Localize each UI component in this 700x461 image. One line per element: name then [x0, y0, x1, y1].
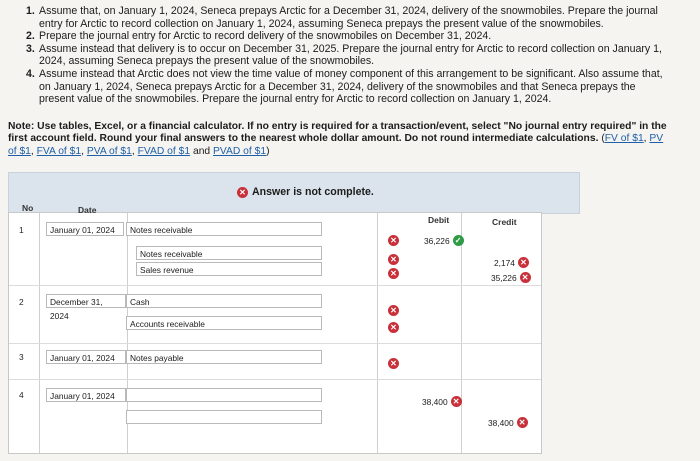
incorrect-icon: ✕ — [388, 322, 399, 333]
incorrect-icon: ✕ — [237, 187, 248, 198]
incorrect-icon: ✕ — [388, 268, 399, 279]
instruction-text: Assume instead that delivery is to occur on December 31, 2025. Prepare the journal entry for Arctic to record collection on January 1, 2024, assuming Seneca prepays the present value of the snowmobiles. — [39, 42, 662, 68]
credit-input[interactable] — [488, 417, 528, 428]
debit-value: 38,400 — [422, 396, 448, 407]
account-select[interactable] — [126, 388, 322, 402]
account-select[interactable] — [126, 410, 322, 424]
account-select[interactable]: Notes receivable — [126, 222, 322, 236]
debit-input[interactable] — [422, 396, 462, 407]
answer-status — [237, 186, 374, 198]
account-select[interactable]: Sales revenue — [136, 262, 322, 276]
instruction-number: 2. — [26, 30, 35, 43]
note-text: Note: Use tables, Excel, or a financial calculator. If no entry is required for a transaction/event, select "No journal entry required" in the first account field. Round your final answers to the nearest whole dollar amount. Do not round intermediate calculations. — [8, 121, 667, 145]
instruction-3 — [26, 43, 666, 68]
credit-value: 35,226 — [491, 272, 517, 283]
credit-input[interactable] — [491, 272, 531, 283]
instruction-1 — [26, 5, 666, 30]
instruction-text: Assume instead that Arctic does not view the time value of money component of this arrangement to be significant. Also assume that, on January 1, 2024, Seneca prepays Arctic for a December 31, 2024, delivery of the snowmobiles and that Seneca prepays the present value of the snowmobiles. Prepare the journal entry for Arctic to record collection on January 1, 2024. — [39, 67, 663, 106]
date-select[interactable]: January 01, 2024 — [46, 388, 126, 402]
instruction-2 — [26, 30, 666, 43]
instruction-text: Assume that, on January 1, 2024, Seneca prepays Arctic for a December 31, 2024, delivery of the snowmobiles. Prepare the journal entry for Arctic to record collection on January 1, 2024, assuming Seneca prepays the present value of the snowmobiles. — [39, 5, 658, 30]
link-fva[interactable]: FVA of $1 — [36, 145, 82, 157]
incorrect-icon: ✕ — [388, 235, 399, 246]
col-date: Date — [78, 205, 97, 215]
incorrect-icon: ✕ — [388, 254, 399, 265]
credit-value: 2,174 — [494, 257, 515, 268]
note — [8, 121, 673, 158]
links-and: and — [192, 145, 211, 157]
link-pvad[interactable]: PVAD of $1 — [213, 145, 267, 157]
link-fv[interactable]: FV of $1 — [604, 133, 644, 145]
incorrect-icon: ✕ — [451, 396, 462, 407]
col-no: No — [22, 203, 34, 213]
instructions — [26, 5, 666, 106]
instruction-text: Prepare the journal entry for Arctic to record delivery of the snowmobiles on December 31, 2024. — [39, 30, 492, 43]
correct-icon: ✓ — [453, 235, 464, 246]
instruction-number: 4. — [26, 67, 35, 80]
credit-value: 38,400 — [488, 417, 514, 428]
debit-input[interactable] — [424, 235, 464, 246]
incorrect-icon: ✕ — [517, 417, 528, 428]
table-links: (FV of $1, PV of $1, FVA of $1, PVA of $1, FVAD of $1 and PVAD of $1) — [8, 133, 664, 157]
date-select[interactable]: January 01, 2024 — [46, 350, 126, 364]
date-select[interactable]: January 01, 2024 — [46, 222, 124, 236]
debit-value: 36,226 — [424, 235, 450, 246]
col-credit: Credit — [492, 217, 517, 227]
link-fvad[interactable]: FVAD of $1 — [137, 145, 191, 157]
links-suffix: ) — [266, 145, 270, 157]
credit-input[interactable] — [494, 257, 529, 268]
incorrect-icon: ✕ — [518, 257, 529, 268]
link-pva[interactable]: PVA of $1 — [86, 145, 132, 157]
row-number: 3 — [19, 352, 24, 362]
instruction-4 — [26, 68, 666, 106]
account-select[interactable]: Notes receivable — [136, 246, 322, 260]
account-select[interactable]: Cash — [126, 294, 322, 308]
incorrect-icon: ✕ — [520, 272, 531, 283]
row-number: 2 — [19, 297, 24, 307]
incorrect-icon: ✕ — [388, 305, 399, 316]
answer-status-text: Answer is not complete. — [252, 186, 374, 198]
row-number: 1 — [19, 225, 24, 235]
instruction-number: 1. — [26, 5, 35, 17]
col-debit: Debit — [428, 215, 450, 225]
date-select[interactable]: December 31, 2024 — [46, 294, 126, 308]
instruction-number: 3. — [26, 42, 35, 55]
account-select[interactable]: Accounts receivable — [126, 316, 322, 330]
links-prefix: ( — [601, 133, 605, 145]
account-select[interactable]: Notes payable — [126, 350, 322, 364]
row-number: 4 — [19, 390, 24, 400]
link-pv[interactable]: PV of $1 — [8, 133, 664, 157]
incorrect-icon: ✕ — [388, 358, 399, 369]
